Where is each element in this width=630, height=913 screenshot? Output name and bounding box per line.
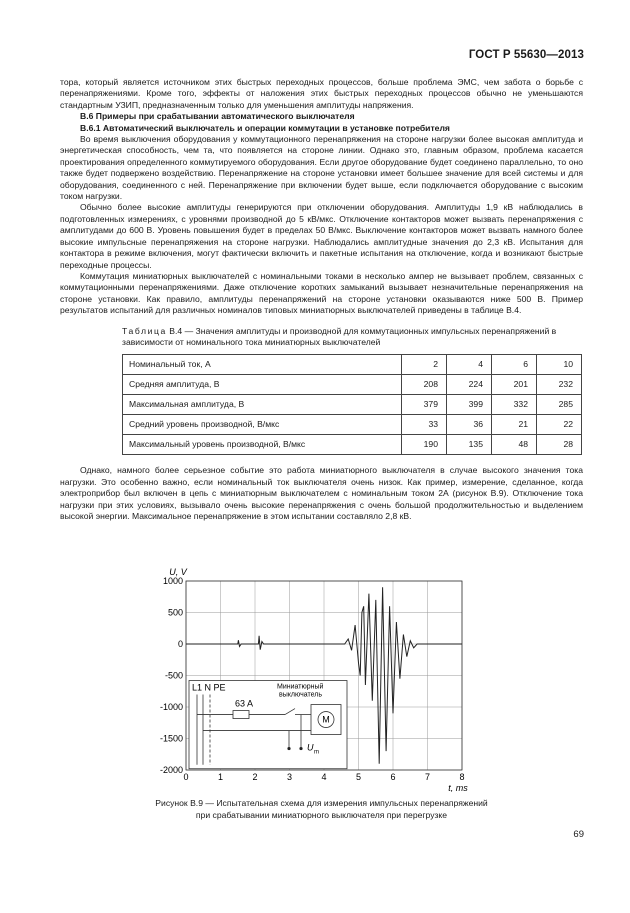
subsection-heading: В.6.1 Автоматический выключатель и операции коммутации в установке потребителя bbox=[80, 122, 450, 133]
x-tick-label: 2 bbox=[252, 772, 258, 782]
table-row bbox=[123, 415, 582, 435]
schematic-fuse bbox=[233, 711, 249, 719]
table-row-label: Средний уровень производной, В/мкс bbox=[123, 415, 402, 435]
x-tick-label: 4 bbox=[321, 772, 327, 782]
section-heading: В.6 Примеры при срабатывании автоматического выключателя bbox=[80, 111, 355, 122]
y-tick-label: -1500 bbox=[159, 733, 183, 744]
table-cell: 201 bbox=[492, 375, 537, 395]
x-tick-label: 5 bbox=[355, 772, 362, 782]
y-tick-label: 1000 bbox=[162, 576, 183, 586]
table-cell: 232 bbox=[537, 375, 582, 395]
table-row-label: Номинальный ток, А bbox=[123, 355, 402, 375]
table-cell: 48 bbox=[492, 435, 537, 455]
schematic-voltage-sub: m bbox=[314, 749, 319, 756]
table-cell: 224 bbox=[447, 375, 492, 395]
table-row-label: Средняя амплитуда, В bbox=[123, 375, 402, 395]
x-tick-label: 0 bbox=[183, 772, 189, 782]
document-header: ГОСТ Р 55630—2013 bbox=[468, 49, 584, 61]
table-row bbox=[123, 355, 582, 375]
table-cell: 379 bbox=[402, 395, 447, 415]
x-axis-label: t, ms bbox=[448, 783, 468, 792]
table-cell: 10 bbox=[537, 355, 582, 375]
table-cell: 36 bbox=[447, 415, 492, 435]
y-axis-label: U, V bbox=[169, 567, 187, 577]
y-tick-label: -1000 bbox=[159, 702, 183, 712]
table-cell: 190 bbox=[402, 435, 447, 455]
schematic-breaker-label: Миниатюрный bbox=[277, 683, 324, 691]
figure-caption bbox=[60, 797, 583, 821]
paragraph: тора, который является источником этих быстрых переходных процессов, больше проблема ЭМС, чем забота о борьбе с перенапряжениями. Кроме того, эффекты от наложения этих быстрых переходных процессов обычно не уменьшаются стандартным УЗИП, предназначенным только для уменьшения амплитуды напряжения. bbox=[60, 77, 583, 110]
y-tick-label: -2000 bbox=[159, 765, 183, 775]
table-cell: 2 bbox=[402, 355, 447, 375]
table-caption-word: Таблица bbox=[122, 325, 167, 336]
table-cell: 21 bbox=[492, 415, 537, 435]
paragraph: Коммутация миниатюрных выключателей с номинальными токами в несколько ампер не вызывает проблем, связанных с коммутационными перенапряжениями. Даже отключение коротких замыканий вызывает незначительные перенапряжения на стороне установки. Как правило, амплитуды перенапряжений на стороне установки оказываются ниже 500 В. Пример результатов испытаний для различных номиналов типовых миниатюрных выключателей приведены в таблице В.4. bbox=[60, 270, 583, 316]
schematic-motor-label: M bbox=[322, 714, 330, 725]
y-tick-label: 0 bbox=[177, 639, 183, 649]
data-table bbox=[122, 354, 582, 455]
figure-caption-line-1: Рисунок В.9 — Испытательная схема для измерения импульсных перенапряжений bbox=[155, 798, 488, 808]
table-row-label: Максимальный уровень производной, В/мкс bbox=[123, 435, 402, 455]
schematic-breaker-label: выключатель bbox=[279, 691, 322, 699]
x-tick-label: 6 bbox=[390, 772, 396, 782]
y-tick-label: -500 bbox=[164, 670, 183, 681]
y-tick-label: 500 bbox=[167, 607, 183, 618]
table-cell: 22 bbox=[537, 415, 582, 435]
table-row bbox=[123, 395, 582, 415]
x-tick-label: 8 bbox=[459, 772, 465, 782]
schematic-voltage-label: U bbox=[307, 742, 314, 753]
document-body bbox=[60, 77, 583, 522]
table-cell: 28 bbox=[537, 435, 582, 455]
table-row bbox=[123, 435, 582, 455]
table-caption bbox=[122, 326, 583, 349]
paragraph: Однако, намного более серьезное событие это работа миниатюрного выключателя в случае высокого значения тока нагрузки. Это особенно важно, если номинальный ток выключателя очень низок. Как пример, измерение, сделанное, когда электроприбор был включен в цепь с миниатюрным выключателем с номинальным током 2А (рисунок В.9). Отключение тока нагрузки при этих условиях, вызывало очень высокие перенапряжения с очень большой продолжительностью и выделением высокой энергии. Максимальное перенапряжение в этом испытании составляло 2,8 кВ. bbox=[60, 465, 583, 521]
table-cell: 135 bbox=[447, 435, 492, 455]
table-cell: 285 bbox=[537, 395, 582, 415]
table-cell: 4 bbox=[447, 355, 492, 375]
paragraph: Во время выключения оборудования у коммутационного перенапряжения на стороне нагрузки более высокая амплитуда и энергетическая способность, чем та, что появляется на стороне линии. Однако это, главным образом, проблема касается проектирования определенного коммутируемого оборудования. Если другое оборудование будет соединено параллельно, то оно также будет подвержено воздействию. Перенапряжение на стороне установки имеет большее значение для всей системы и для оборудования, соединенного с ней. Перенапряжение при включении будет выше, если подключается оборудование с высоким током нагрузки. bbox=[60, 134, 583, 202]
paragraph: Обычно более высокие амплитуды генерируются при отключении оборудования. Амплитуды 1,9 кВ наблюдались в подготовленных измерениях, с уровнями производной до 5 кВ/мкс. Отключение контакторов может вызвать перенапряжения с амплитудами до 600 В. Уровень повышения будет в пределах 50 В/мкс. Выключение контакторов может вызвать намного более высокие импульсные перенапряжения на стороне нагрузки. Наблюдались амплитудные значения до 2,3 кВ. Испытания для контактора в режиме включения, могут фактически включить и пакетные испытания на отключение, когда и возникают быстрые переходные процессы. bbox=[60, 202, 583, 270]
x-tick-label: 1 bbox=[217, 772, 224, 782]
table-cell: 399 bbox=[447, 395, 492, 415]
oscillogram-figure bbox=[108, 560, 478, 792]
table-cell: 33 bbox=[402, 415, 447, 435]
table-cell: 332 bbox=[492, 395, 537, 415]
table-caption-text: В.4 — Значения амплитуды и производной для коммутационных импульсных перенапряжений в зависимости от номинального тока миниатюрных выключателей bbox=[122, 325, 557, 347]
table-cell: 208 bbox=[402, 375, 447, 395]
schematic-terminal bbox=[287, 747, 290, 750]
schematic-lines-label: L1 N PE bbox=[192, 682, 226, 693]
x-tick-label: 3 bbox=[286, 772, 293, 782]
schematic-terminal bbox=[299, 747, 302, 750]
page-number: 69 bbox=[573, 829, 584, 840]
schematic-current-label: 63 A bbox=[235, 698, 254, 709]
table-cell: 6 bbox=[492, 355, 537, 375]
x-tick-label: 7 bbox=[424, 772, 431, 782]
table-row bbox=[123, 375, 582, 395]
table-row-label: Максимальная амплитуда, В bbox=[123, 395, 402, 415]
figure-caption-line-2: при срабатывании миниатюрного выключателя при перегрузке bbox=[195, 810, 448, 820]
